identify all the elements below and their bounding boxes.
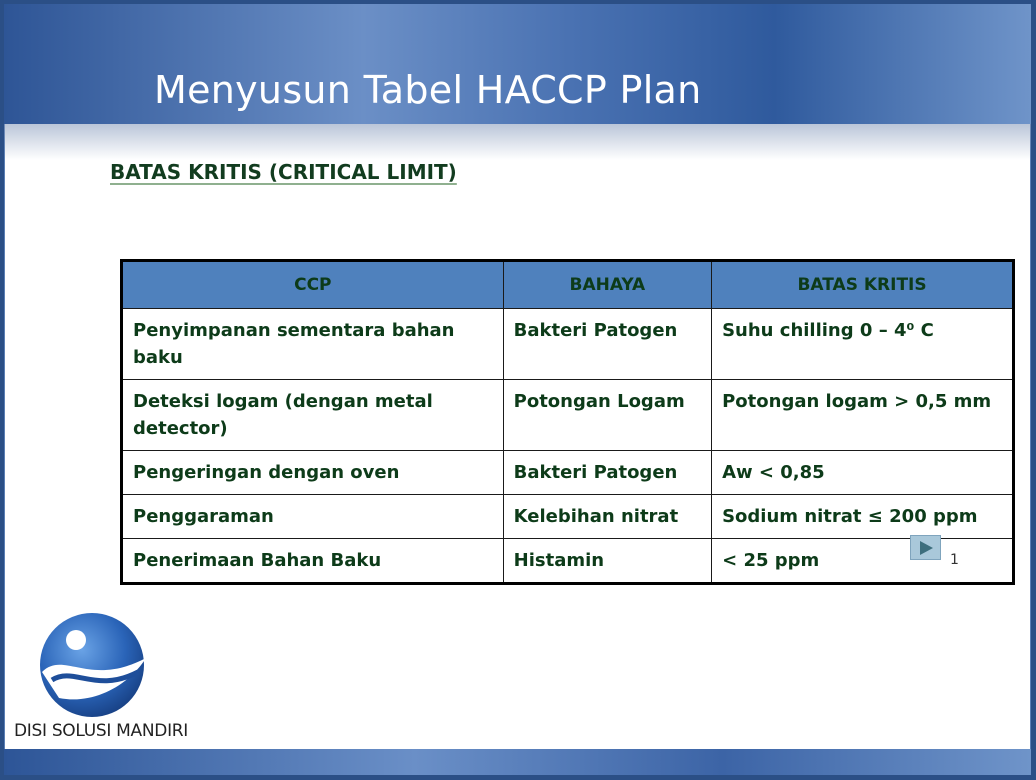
slide-title: Menyusun Tabel HACCP Plan: [154, 68, 702, 112]
logo-text: DISI SOLUSI MANDIRI: [14, 721, 189, 741]
table-row: [122, 451, 1014, 495]
table-row: [122, 380, 1014, 451]
table-header-row: [122, 261, 1014, 309]
footer-band: [4, 749, 1031, 775]
cell-batas-kritis: Suhu chilling 0 – 4⁰ C: [712, 309, 1014, 380]
cell-ccp: Deteksi logam (dengan metal detector): [122, 380, 504, 451]
column-header-batas-kritis: BATAS KRITIS: [712, 261, 1014, 309]
cell-ccp: Pengeringan dengan oven: [122, 451, 504, 495]
column-header-ccp: CCP: [122, 261, 504, 309]
slide: [4, 4, 1031, 775]
cell-bahaya: Kelebihan nitrat: [503, 495, 711, 539]
cell-bahaya: Bakteri Patogen: [503, 451, 711, 495]
cell-batas-kritis: Potongan logam > 0,5 mm: [712, 380, 1014, 451]
haccp-table: [120, 259, 1015, 585]
cell-bahaya: Histamin: [503, 539, 711, 584]
cell-bahaya: Bakteri Patogen: [503, 309, 711, 380]
table-row: [122, 309, 1014, 380]
cell-batas-kritis: Sodium nitrat ≤ 200 ppm: [712, 495, 1014, 539]
cell-ccp: Penyimpanan sementara bahan baku: [122, 309, 504, 380]
page-number: 1: [950, 552, 959, 568]
column-header-bahaya: BAHAYA: [503, 261, 711, 309]
play-triangle-icon: [920, 541, 933, 555]
table-row: [122, 539, 1014, 584]
company-logo-icon: [34, 610, 154, 720]
cell-batas-kritis: < 25 ppm: [712, 539, 1014, 584]
cell-ccp: Penerimaan Bahan Baku: [122, 539, 504, 584]
cell-bahaya: Potongan Logam: [503, 380, 711, 451]
section-subtitle: BATAS KRITIS (CRITICAL LIMIT): [110, 160, 457, 184]
cell-batas-kritis: Aw < 0,85: [712, 451, 1014, 495]
table-row: [122, 495, 1014, 539]
cell-ccp: Penggaraman: [122, 495, 504, 539]
next-slide-button[interactable]: [910, 535, 941, 560]
